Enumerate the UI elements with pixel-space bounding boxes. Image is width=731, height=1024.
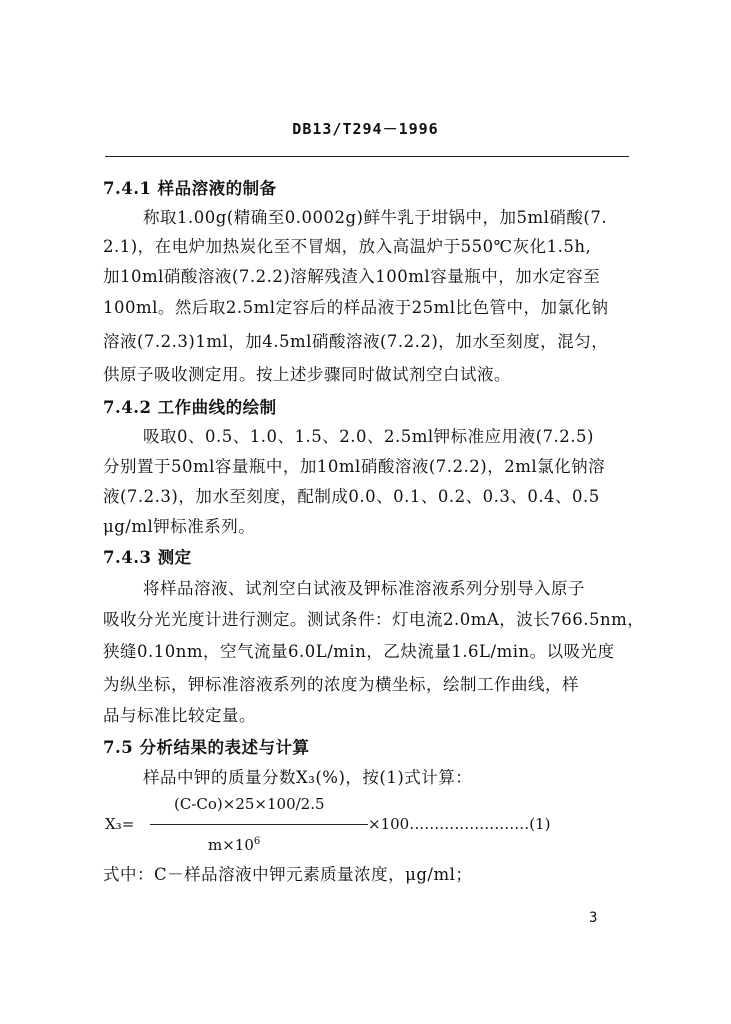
denominator-base: m×10 <box>208 836 254 854</box>
s75-intro: 样品中钾的质量分数X₃(%)，按(1)式计算： <box>143 768 473 787</box>
formula-numerator: (C-Co)×25×100/2.5 <box>174 795 325 813</box>
fraction-bar <box>150 824 368 825</box>
s741-line-5: 溶液(7.2.3)1ml，加4.5ml硝酸溶液(7.2.2)，加水至刻度，混匀， <box>103 332 609 351</box>
s741-line-1: 称取1.00g(精确至0.0002g)鲜牛乳于坩锅中，加5ml硝酸(7. <box>143 208 608 227</box>
section-743-title: 7.4.3 测定 <box>103 548 192 567</box>
formula-denominator <box>208 836 260 854</box>
header-rule <box>105 156 629 157</box>
s743-line-3: 狭缝0.10nm，空气流量6.0L/min，乙炔流量1.6L/min。以吸光度 <box>103 642 615 661</box>
s743-line-4: 为纵坐标，钾标准溶液系列的浓度为横坐标，绘制工作曲线，样 <box>103 675 579 694</box>
s743-line-2: 吸收分光光度计进行测定。测试条件：灯电流2.0mA，波长766.5nm， <box>103 610 645 629</box>
s742-line-1: 吸取0、0.5、1.0、1.5、2.0、2.5ml钾标准应用液(7.2.5) <box>143 427 594 446</box>
section-742-title: 7.4.2 工作曲线的绘制 <box>103 398 277 417</box>
s742-line-3: 液(7.2.3)，加水至刻度，配制成0.0、0.1、0.2、0.3、0.4、0.5 <box>103 487 600 506</box>
s743-line-5: 品与标准比较定量。 <box>103 706 256 725</box>
formula-tail: ×100……………………(1) <box>368 815 551 833</box>
section-741-title: 7.4.1 样品溶液的制备 <box>103 179 277 198</box>
section-75-title: 7.5 分析结果的表述与计算 <box>103 738 310 757</box>
s741-line-6: 供原子吸收测定用。按上述步骤同时做试剂空白试液。 <box>103 365 511 384</box>
page-number: 3 <box>589 910 598 926</box>
variable-definition: 式中：C－样品溶液中钾元素质量浓度，μg/ml； <box>103 865 473 884</box>
s741-line-2: 2.1)，在电炉加热炭化至不冒烟，放入高温炉于550℃灰化1.5h, <box>103 237 592 256</box>
denominator-exponent: 6 <box>253 836 261 847</box>
s743-line-1: 将样品溶液、试剂空白试液及钾标准溶液系列分别导入原子 <box>143 579 585 598</box>
s741-line-3: 加10ml硝酸溶液(7.2.2)溶解残渣入100ml容量瓶中，加水定容至 <box>103 267 601 286</box>
s742-line-4: μg/ml钾标准系列。 <box>103 517 256 536</box>
s742-line-2: 分别置于50ml容量瓶中，加10ml硝酸溶液(7.2.2)，2ml氯化钠溶 <box>103 457 606 476</box>
s741-line-4: 100ml。然后取2.5ml定容后的样品液于25ml比色管中，加氯化钠 <box>103 298 609 317</box>
formula-lhs: X₃= <box>105 815 135 833</box>
document-code-header: DB13/T294－1996 <box>292 120 439 138</box>
